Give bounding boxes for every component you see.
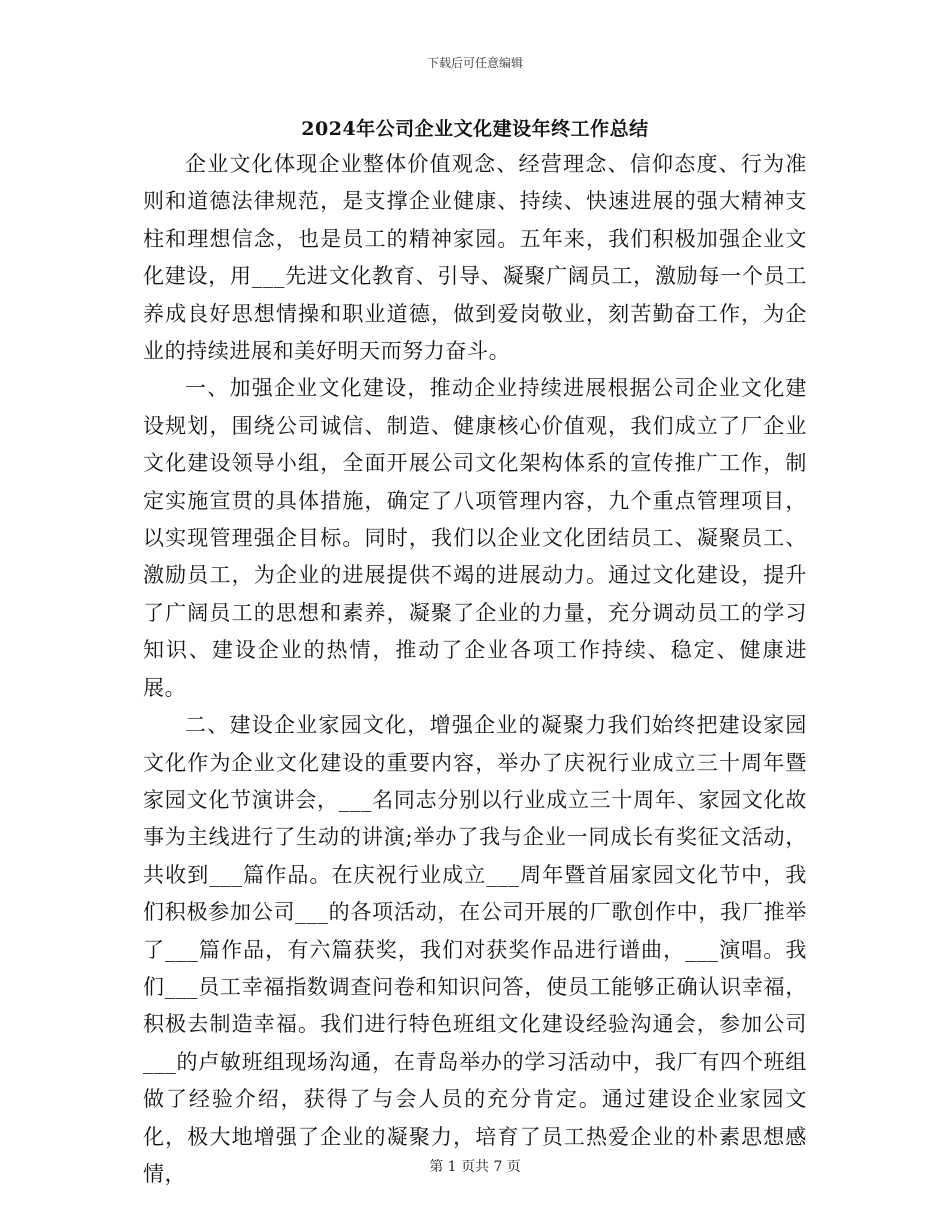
paragraph-section-2: 二、建设企业家园文化，增强企业的凝聚力我们始终把建设家园文化作为企业文化建设的重要内容，举办了庆祝行业成立三十周年暨家园文化节演讲会，___名同志分别以行业成立三十周年、家园文化故事为主线进行了生动的讲演;举办了我与企业一同成长有奖征文活动，共收到___篇作品。在庆祝行业成立___周年暨首届家园文化节中，我们积极参加公司___的各项活动，在公司开展的厂歌创作中，我厂推举了___篇作品，有六篇获奖，我们对获奖作品进行谱曲，___演唱。我们___员工幸福指数调查问卷和知识问答，使员工能够正确认识幸福，积极去制造幸福。我们进行特色班组文化建设经验沟通会，参加公司___的卢敏班组现场沟通，在青岛举办的学习活动中，我厂有四个班组做了经验介绍，获得了与会人员的充分肯定。通过建设企业家园文化，极大地增强了企业的凝聚力，培育了员工热爱企业的朴素思想感情， xyxy=(143,713,807,1186)
document-title: 2024年公司企业文化建设年终工作总结 xyxy=(301,118,649,140)
header-note: 下载后可任意编辑 xyxy=(426,56,523,70)
page-footer: 第 1 页共 7 页 xyxy=(429,1159,521,1175)
document-body xyxy=(143,146,807,1193)
paragraph-section-1: 一、加强企业文化建设，推动企业持续进展根据公司企业文化建设规划，围绕公司诚信、制造、健康核心价值观，我们成立了厂企业文化建设领导小组，全面开展公司文化架构体系的宣传推广工作，制定实施宣贯的具体措施，确定了八项管理内容，九个重点管理项目，以实现管理强企目标。同时，我们以企业文化团结员工、凝聚员工、激励员工，为企业的进展提供不竭的进展动力。通过文化建设，提升了广阔员工的思想和素养，凝聚了企业的力量，充分调动员工的学习知识、建设企业的热情，推动了企业各项工作持续、稳定、健康进展。 xyxy=(143,376,807,700)
paragraph-intro: 企业文化体现企业整体价值观念、经营理念、信仰态度、行为准则和道德法律规范，是支撑企业健康、持续、快速进展的强大精神支柱和理想信念，也是员工的精神家园。五年来，我们积极加强企业文化建设，用___先进文化教育、引导、凝聚广阔员工，激励每一个员工养成良好思想情操和职业道德，做到爱岗敬业，刻苦勤奋工作，为企业的持续进展和美好明天而努力奋斗。 xyxy=(143,152,807,364)
